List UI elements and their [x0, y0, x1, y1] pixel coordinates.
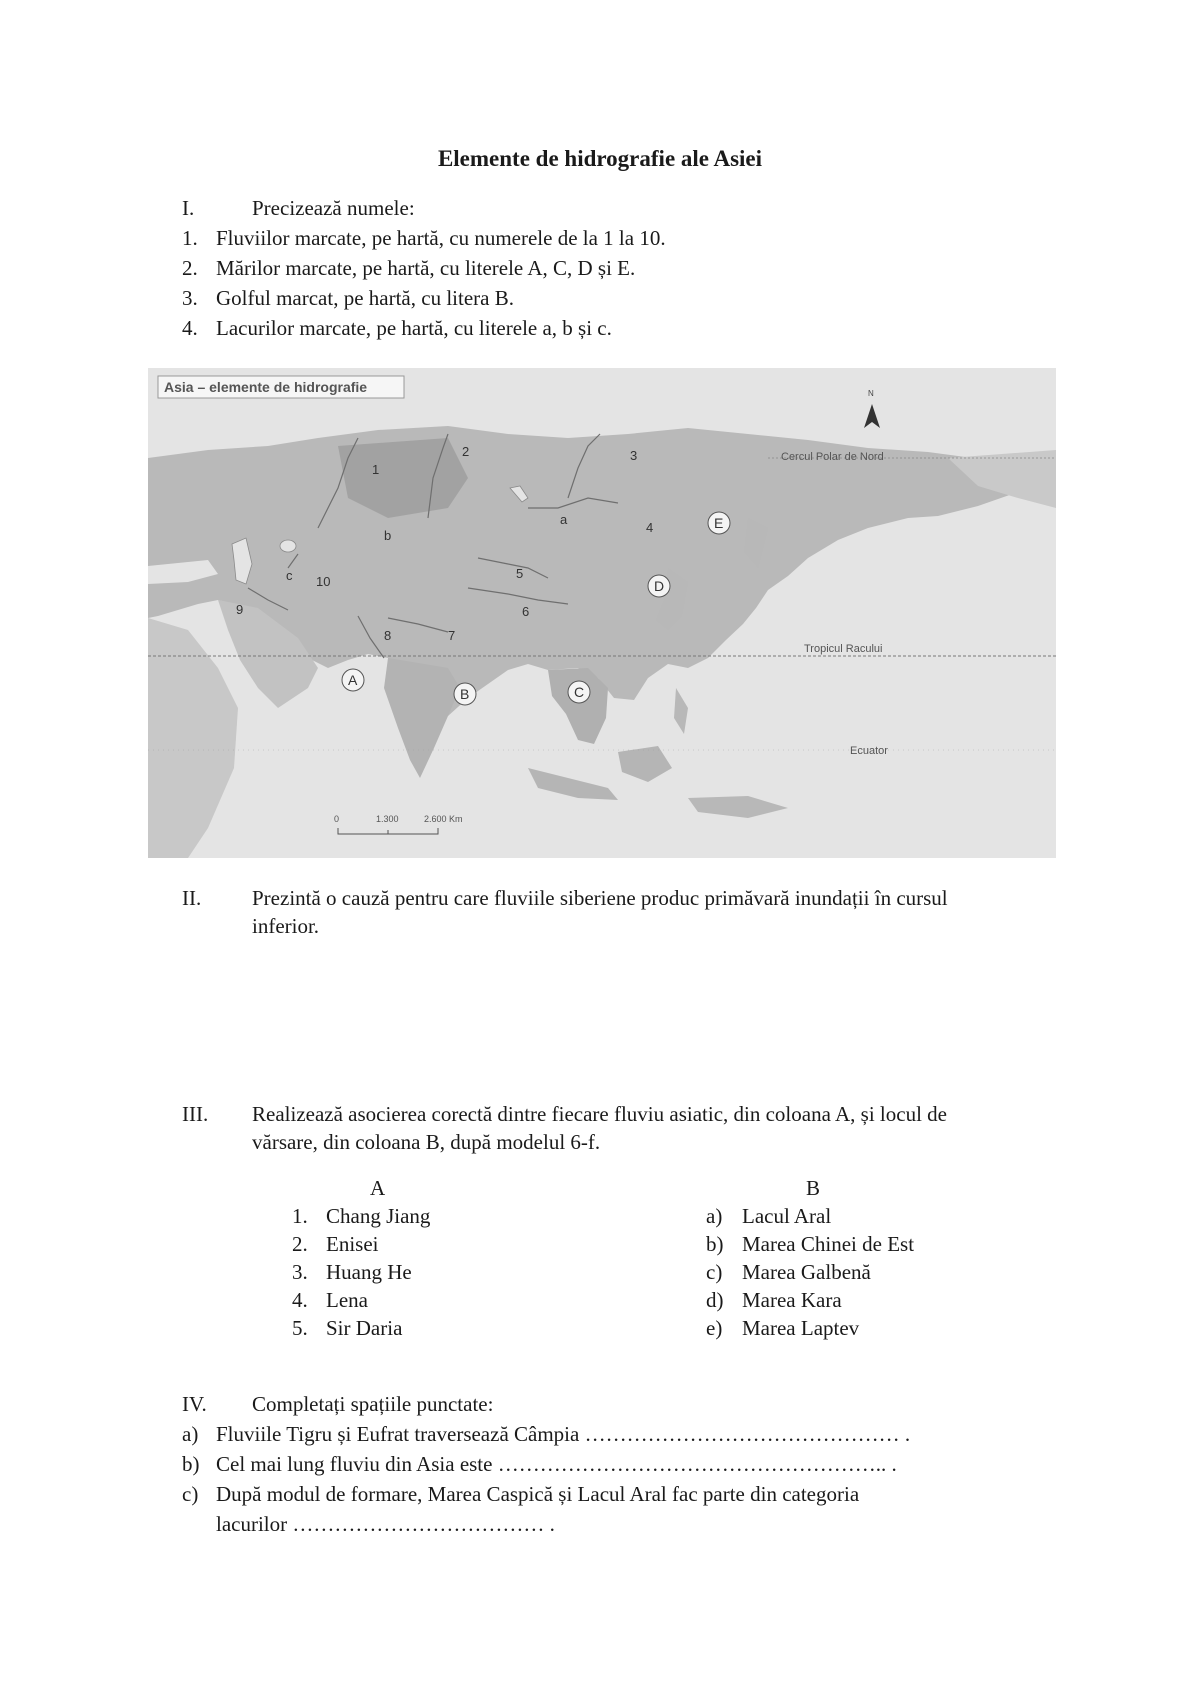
column-a-item-number: 2.: [292, 1232, 308, 1256]
section-3-text: Realizează asocierea corectă dintre fiecare fluviu asiatic, din coloana A, și locul de: [252, 1102, 947, 1126]
scale-label: 0: [334, 814, 340, 824]
tropic-label: Tropicul Racului: [804, 643, 883, 655]
section-1-item: Mărilor marcate, pe hartă, cu literele A, C, D și E.: [216, 256, 636, 280]
lake-letter-label: c: [286, 568, 293, 583]
river-number-label: 2: [462, 444, 470, 459]
section-2-number: II.: [182, 886, 202, 910]
section-3-text: vărsare, din coloana B, după modelul 6-f.: [252, 1130, 601, 1154]
map-aral-sea: [280, 540, 296, 552]
column-b-header: B: [806, 1176, 821, 1200]
column-a-item-number: 3.: [292, 1260, 308, 1284]
sea-letter-label: B: [460, 686, 470, 702]
section-1-heading: Precizează numele:: [252, 196, 415, 220]
sea-letter-label: E: [714, 515, 724, 531]
column-b-item: Marea Galbenă: [742, 1260, 871, 1284]
river-number-label: 9: [236, 602, 244, 617]
page-title: Elemente de hidrografie ale Asiei: [437, 146, 763, 171]
lake-letter-label: a: [560, 512, 568, 527]
scale-label: 1.300: [376, 814, 399, 824]
section-1-item: Fluviilor marcate, pe hartă, cu numerele de la 1 la 10.: [216, 226, 666, 250]
section-1-item: Golful marcat, pe hartă, cu litera B.: [216, 286, 514, 310]
sea-letter-label: C: [574, 684, 585, 700]
section-4-item-letter: b): [182, 1452, 200, 1476]
column-a-item-number: 1.: [292, 1204, 308, 1228]
north-label: N: [868, 389, 874, 398]
column-a-item: Sir Daria: [326, 1316, 403, 1340]
column-b-item-letter: d): [706, 1288, 724, 1312]
section-4-heading: Completați spațiile punctate:: [252, 1392, 494, 1416]
section-4-number: IV.: [182, 1392, 207, 1416]
column-b-item: Marea Kara: [742, 1288, 842, 1312]
section-1-item-number: 3.: [182, 286, 198, 310]
section-1-item: Lacurilor marcate, pe hartă, cu literele a, b și c.: [216, 316, 612, 340]
column-a-item-number: 5.: [292, 1316, 308, 1340]
sea-letter-label: A: [348, 672, 358, 688]
equator-label: Ecuator: [850, 745, 888, 757]
section-4-item: Fluviile Tigru și Eufrat traversează Câmpia ……………………………………… .: [216, 1422, 911, 1446]
section-4-item: După modul de formare, Marea Caspică și Lacul Aral fac parte din categoria: [216, 1482, 860, 1506]
section-1-item-number: 1.: [182, 226, 198, 250]
column-a-item: Chang Jiang: [326, 1204, 431, 1228]
river-number-label: 3: [630, 448, 638, 463]
column-a-item: Enisei: [326, 1232, 379, 1256]
section-2-text: Prezintă o cauză pentru care fluviile siberiene produc primăvară inundații în cursul: [252, 886, 948, 910]
section-4-item: Cel mai lung fluviu din Asia este ……………………………………………….. .: [216, 1452, 897, 1476]
column-b-item-letter: b): [706, 1232, 724, 1256]
sea-letter-label: D: [654, 578, 665, 594]
section-4-item-continuation: lacurilor ……………………………… .: [216, 1512, 555, 1536]
map-title: Asia – elemente de hidrografie: [164, 379, 368, 395]
river-number-label: 7: [448, 628, 456, 643]
asia-hydrography-map: [148, 368, 1056, 858]
lake-letter-label: b: [384, 528, 392, 543]
section-4-item-letter: a): [182, 1422, 199, 1446]
river-number-label: 6: [522, 604, 530, 619]
section-1-item-number: 4.: [182, 316, 198, 340]
column-b-item-letter: a): [706, 1204, 723, 1228]
scale-label: 2.600 Km: [424, 814, 463, 824]
column-a-header: A: [370, 1176, 386, 1200]
river-number-label: 4: [646, 520, 654, 535]
section-2-text: inferior.: [252, 914, 320, 938]
column-a-item: Lena: [326, 1288, 368, 1312]
column-b-item: Lacul Aral: [742, 1204, 832, 1228]
column-a-item: Huang He: [326, 1260, 412, 1284]
river-number-label: 1: [372, 462, 380, 477]
section-1-item-number: 2.: [182, 256, 198, 280]
river-number-label: 8: [384, 628, 392, 643]
section-1-number: I.: [182, 196, 195, 220]
column-b-item-letter: c): [706, 1260, 723, 1284]
column-b-item: Marea Chinei de Est: [742, 1232, 915, 1256]
river-number-label: 10: [316, 574, 331, 589]
section-4-item-letter: c): [182, 1482, 199, 1506]
arctic-circle-label: Cercul Polar de Nord: [781, 451, 884, 463]
river-number-label: 5: [516, 566, 524, 581]
column-a-item-number: 4.: [292, 1288, 308, 1312]
column-b-item: Marea Laptev: [742, 1316, 860, 1340]
section-3-number: III.: [182, 1102, 209, 1126]
column-b-item-letter: e): [706, 1316, 723, 1340]
